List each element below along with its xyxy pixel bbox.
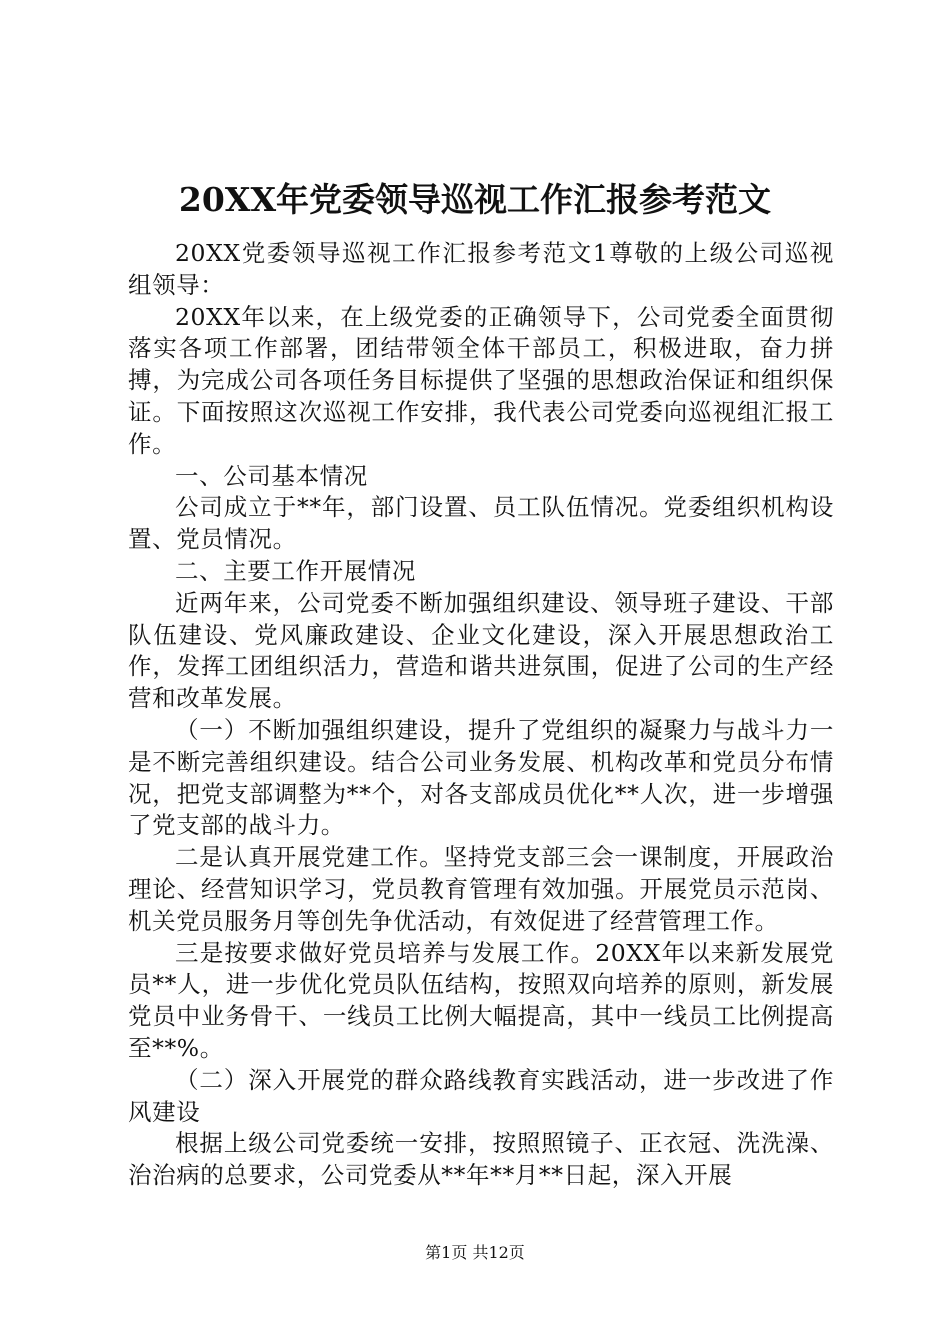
heading-section-2: 二、主要工作开展情况 bbox=[175, 556, 416, 585]
document-title: 20XX年党委领导巡视工作汇报参考范文 bbox=[178, 180, 772, 219]
heading-subsection-2: （二）深入开展党的群众路线教育实践活动，进一步改进了作风建设 bbox=[128, 1065, 834, 1126]
paragraph-intro: 20XX年以来，在上级党委的正确领导下，公司党委全面贯彻落实各项工作部署，团结带领全体干部员工，积极进取，奋力拼搏，为完成公司各项任务目标提供了坚强的思想政治保证和组织保证。下面按照这次巡视工作安排，我代表公司党委向巡视组汇报工作。 bbox=[128, 302, 834, 458]
paragraph-party-building: 二是认真开展党建工作。坚持党支部三会一课制度，开展政治理论、经营知识学习，党员教育管理有效加强。开展党员示范岗、机关党员服务月等创先争优活动，有效促进了经营管理工作。 bbox=[128, 843, 834, 935]
paragraph-overview: 近两年来，公司党委不断加强组织建设、领导班子建设、干部队伍建设、党风廉政建设、企业文化建设，深入开展思想政治工作，发挥工团组织活力，营造和谐共进氛围，促进了公司的生产经营和改革发展。 bbox=[128, 588, 834, 713]
paragraph-mass-line: 根据上级公司党委统一安排，按照照镜子、正衣冠、洗洗澡、治治病的总要求，公司党委从**年**月**日起，深入开展 bbox=[128, 1129, 834, 1190]
paragraph-company-basics: 公司成立于**年，部门设置、员工队伍情况。党委组织机构设置、党员情况。 bbox=[128, 493, 834, 554]
heading-section-1: 一、公司基本情况 bbox=[175, 461, 368, 490]
paragraph-organization-building: （一）不断加强组织建设，提升了党组织的凝聚力与战斗力一是不断完善组织建设。结合公司业务发展、机构改革和党员分布情况，把党支部调整为**个，对各支部成员优化**人次，进一步增强了党支部的战斗力。 bbox=[128, 715, 834, 840]
page-number: 第1页 共12页 bbox=[425, 1243, 525, 1262]
document-body bbox=[128, 238, 834, 1192]
paragraph-salutation: 20XX党委领导巡视工作汇报参考范文1尊敬的上级公司巡视组领导： bbox=[128, 239, 834, 299]
paragraph-member-development: 三是按要求做好党员培养与发展工作。20XX年以来新发展党员**人，进一步优化党员队伍结构，按照双向培养的原则，新发展党员中业务骨干、一线员工比例大幅提高，其中一线员工比例提高至**%。 bbox=[128, 938, 834, 1062]
